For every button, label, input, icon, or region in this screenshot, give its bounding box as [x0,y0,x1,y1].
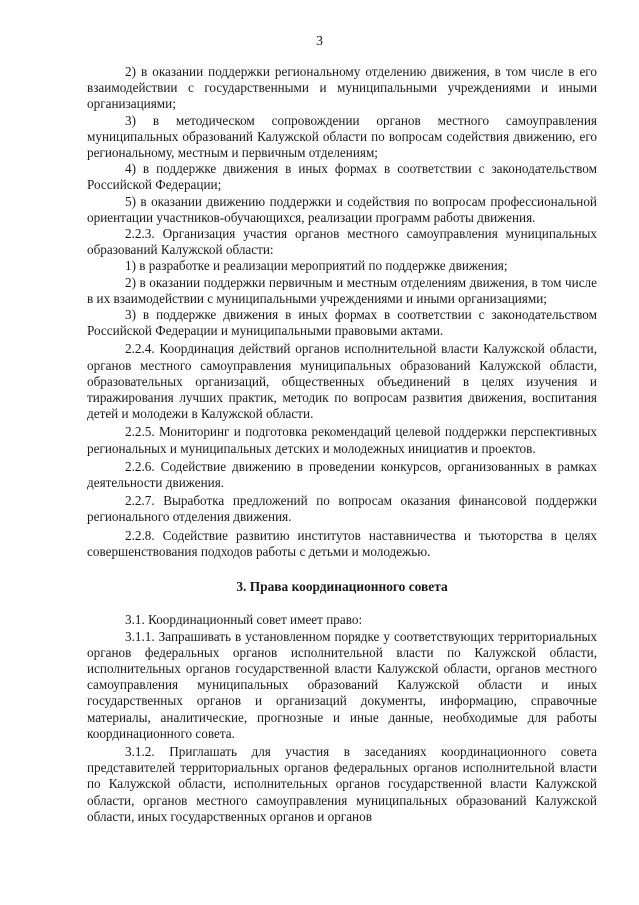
paragraph: 2.2.4. Координация действий органов исполнительной власти Калужской области, органов местного самоуправления муниципальных образований Калужской области, образовательных организаций, общественных объединений в целях изучения и тиражирования лучших практик, методик по вопросам развития движения, воспитания детей и молодежи в Калужской области. [87,341,597,422]
paragraphs-after [87,612,597,825]
paragraph: 2.2.6. Содействие движению в проведении конкурсов, организованных в рамках деятельности движения. [87,458,597,491]
paragraph: 4) в поддержке движения в иных формах в соответствии с законодательством Российской Федерации; [87,161,597,193]
paragraph: 2.2.5. Мониторинг и подготовка рекомендаций целевой поддержки перспективных региональных и муниципальных детских и молодежных инициатив и проектов. [87,424,597,456]
paragraph: 2) в оказании поддержки первичным и местным отделениям движения, в том числе в их взаимодействии с муниципальными учреждениями и иными организациями; [87,274,597,306]
paragraph: 2.2.3. Организация участия органов местного самоуправления муниципальных образований Калужской области: [87,226,597,258]
section-title: 3. Права координационного совета [236,579,448,595]
paragraph: 3) в методическом сопровождении органов местного самоуправления муниципальных образований Калужской области по вопросам содействия движению, его региональному, местным и первичным отделениям; [87,112,597,161]
paragraphs-before [87,64,597,560]
paragraph: 1) в разработке и реализации мероприятий по поддержке движения; [125,258,508,274]
paragraph: 2) в оказании поддержки региональному отделению движения, в том числе в его взаимодействии с государственными и муниципальными учреждениями и иными организациями; [87,64,597,112]
paragraph: 3) в поддержке движения в иных формах в соответствии с законодательством Российской Федерации и муниципальными правовыми актами. [87,307,597,339]
paragraph: 2.2.7. Выработка предложений по вопросам оказания финансовой поддержки регионального отделения движения. [87,493,597,525]
paragraph: 3.1.1. Запрашивать в установленном порядке у соответствующих территориальных органов федеральных органов исполнительной власти по Калужской области, исполнительных органов государственной власти Калужской области, органов местного самоуправления муниципальных образований Калужской области и иных государственных органов и организаций документы, информацию, справочные материалы, аналитические, прогнозные и иные данные, необходимые для работы координационного совета. [87,628,597,741]
paragraph: 2.2.8. Содействие развитию институтов наставничества и тьюторства в целях совершенствования подходов работы с детьми и молодежью. [87,527,597,559]
paragraph: 3.1.2. Приглашать для участия в заседаниях координационного совета представителей территориальных органов федеральных органов исполнительной власти по Калужской области, исполнительных органов государственной власти Калужской области, органов местного самоуправления муниципальных образований Калужской области, иных государственных органов и органов [87,743,597,824]
page-number: 3 [316,34,323,49]
paragraph: 3.1. Координационный совет имеет право: [125,612,363,628]
document-body [87,64,597,825]
paragraph: 5) в оказании движению поддержки и содействия по вопросам профессиональной ориентации участников-обучающихся, реализации программ работы движения. [87,193,597,225]
